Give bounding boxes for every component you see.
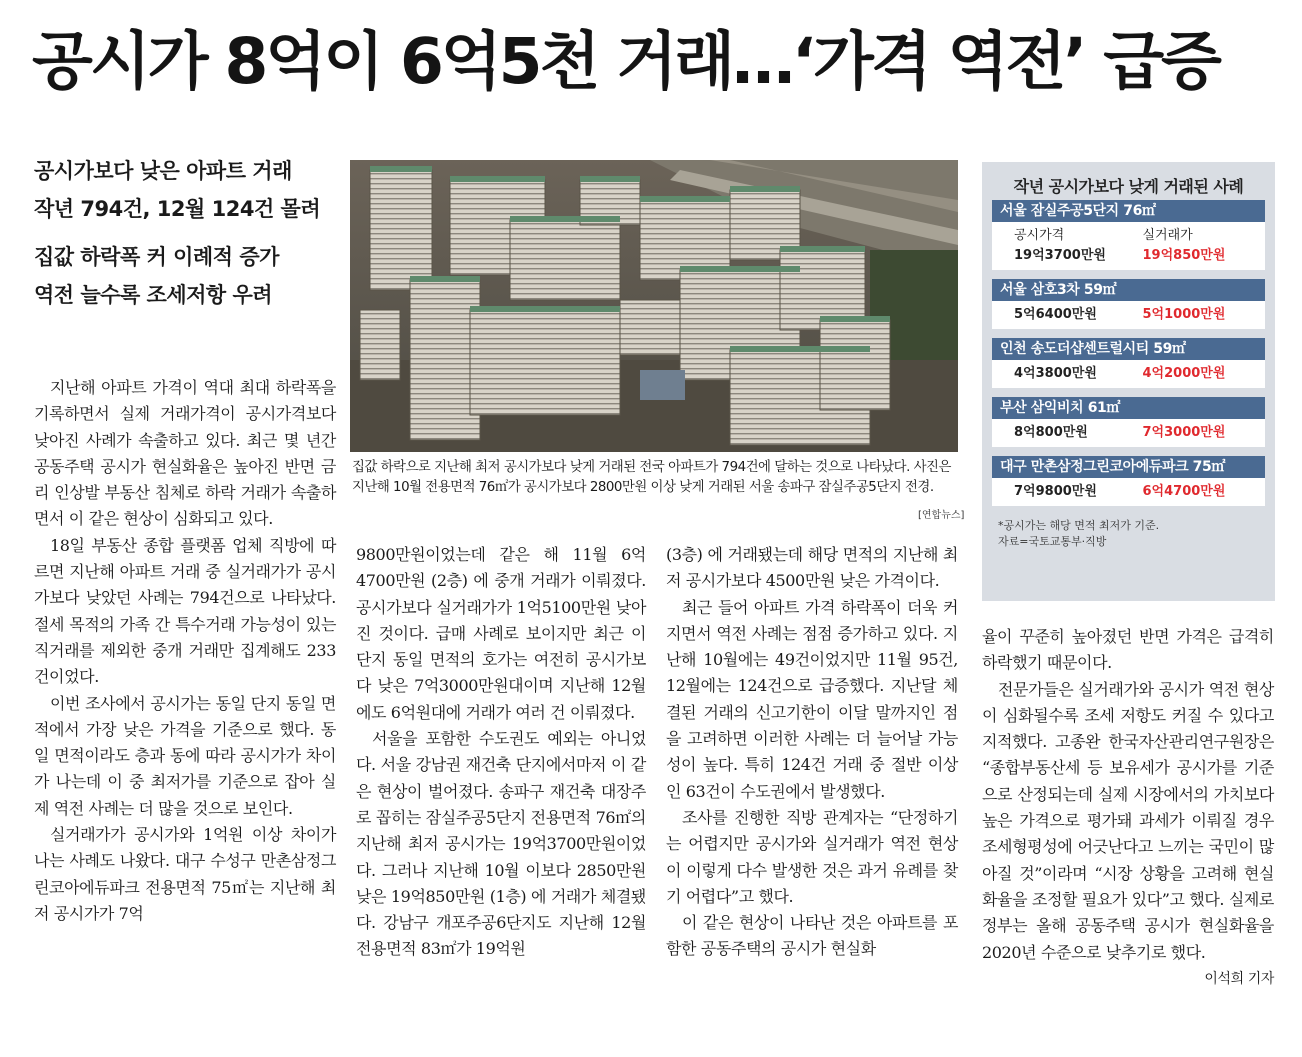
- paragraph: 이번 조사에서 공시가는 동일 단지 동일 면적에서 가장 낮은 가격을 기준으로 했다. 동일 면적이라도 층과 동에 따라 공시가가 차이가 나는데 이 중 최저가를 기준으로 잡아 실제 역전 사례는 더 많을 것으로 보인다.: [34, 693, 336, 818]
- subhead-line: 작년 794건, 12월 124건 몰려: [34, 197, 321, 221]
- case-name: 서울 삼호3차 59㎡: [992, 279, 1265, 301]
- actual-price: 6억4700만원: [1142, 484, 1226, 499]
- official-price-label: 공시가격: [1014, 228, 1065, 243]
- paragraph: 이 같은 현상이 나타난 것은 아파트를 포함한 공동주택의 공시가 현실화: [666, 913, 958, 959]
- case-name: 서울 잠실주공5단지 76㎡: [992, 200, 1265, 222]
- article-column-4: [982, 624, 1274, 992]
- infobox-source: 자료=국토교통부·직방: [998, 535, 1107, 548]
- infobox-note: *공시가는 해당 면적 최저가 기준.: [998, 519, 1160, 532]
- actual-price: 19억850만원: [1142, 248, 1226, 263]
- article-column-2: [356, 542, 646, 963]
- infobox-title: 작년 공시가보다 낮게 거래된 사례: [1013, 177, 1244, 196]
- paragraph: 서울을 포함한 수도권도 예외는 아니었다. 서울 강남권 재건축 단지에서마저 이 같은 현상이 벌어졌다. 송파구 재건축 대장주로 꼽히는 잠실주공5단지 전용면적 76㎡의 지난해 최저 공시가는 19억3700만원이었다. 그러나 지난해 10월 이보다 2850만원 낮은 19억850만원 (1층) 에 거래가 체결됐다. 강남구 개포주공6단지도 지난해 12월 전용면적 83㎡가 19억원: [356, 729, 646, 959]
- paragraph: (3층) 에 거래됐는데 해당 면적의 지난해 최저 공시가보다 4500만원 낮은 가격이다.: [666, 545, 958, 591]
- case-name: 부산 삼익비치 61㎡: [992, 397, 1265, 419]
- case-item: [992, 456, 1265, 506]
- subhead-line: 공시가보다 낮은 아파트 거래: [34, 159, 292, 183]
- paragraph: [982, 677, 1274, 987]
- byline: 이석희 기자: [1204, 970, 1274, 987]
- paragraph: 지난해 아파트 가격이 역대 최대 하락폭을 기록하면서 실제 거래가격이 공시가격보다 낮아진 사례가 속출하고 있다. 최근 몇 년간 공동주택 공시가 현실화율은 높아진 반면 금리 인상발 부동산 침체로 하락 거래가 속출하면서 이 같은 현상이 심화되고 있다.: [34, 378, 336, 529]
- paragraph: 율이 꾸준히 높아졌던 반면 가격은 급격히 하락했기 때문이다.: [982, 627, 1274, 673]
- official-price: 19억3700만원: [1014, 248, 1106, 263]
- subhead-line: 집값 하락폭 커 이례적 증가: [34, 245, 279, 269]
- article-column-3: [666, 542, 958, 963]
- official-price: 5억6400만원: [1014, 307, 1097, 322]
- actual-price: 5억1000만원: [1142, 307, 1226, 322]
- paragraph-text: 전문가들은 실거래가와 공시가 역전 현상이 심화될수록 조세 저항도 커질 수 있다고 지적했다. 고종완 한국자산관리연구원장은 “종합부동산세 등 보유세가 공시가를 기준으로 산정되는데 실제 시장에서의 가치보다 높은 가격으로 평가돼 과세가 이뤄질 경우 조세형평성에 어긋난다고 느끼는 국민이 많아질 것”이라며 “시장 상황을 고려해 현실화율을 조정할 필요가 있다”고 했다. 실제로 정부는 올해 공동주택 공시가 현실화율을 2020년 수준으로 낮추기로 했다.: [982, 679, 1274, 962]
- subheads: [34, 152, 334, 324]
- subhead-group-2: [34, 238, 334, 314]
- paragraph: 조사를 진행한 직방 관계자는 “단정하기는 어렵지만 공시가와 실거래가 역전 현상이 이렇게 다수 발생한 것은 과거 유례를 찾기 어렵다”고 했다.: [666, 807, 958, 906]
- case-name: 대구 만촌삼정그린코아에듀파크 75㎡: [992, 456, 1265, 478]
- paragraph: 9800만원이었는데 같은 해 11월 6억4700만원 (2층) 에 중개 거래가 이뤄졌다. 공시가보다 실거래가가 1억5100만원 낮아진 것이다. 급매 사례로 보이지만 최근 이 단지 동일 면적의 호가는 여전히 공시가보다 낮은 7억3000만원대이며 지난해 12월에도 6억원대에 거래가 여러 건 이뤄졌다.: [356, 545, 646, 722]
- paragraph: 18일 부동산 종합 플랫폼 업체 직방에 따르면 지난해 아파트 거래 중 실거래가가 공시가보다 낮았던 사례는 794건으로 나타났다. 절세 목적의 가족 간 특수거래 가능성이 있는 직거래를 제외한 중개 거래만 집계해도 233건이었다.: [34, 535, 336, 687]
- actual-price: 4억2000만원: [1142, 366, 1226, 381]
- case-item: [992, 397, 1265, 447]
- apartment-aerial-photo: [350, 160, 958, 452]
- case-item: [992, 279, 1265, 329]
- subhead-line: 역전 늘수록 조세저항 우려: [34, 283, 273, 307]
- case-item: [992, 200, 1265, 270]
- actual-price: 7억3000만원: [1142, 425, 1226, 440]
- photo-caption: 집값 하락으로 지난해 최저 공시가보다 낮게 거래된 전국 아파트가 794건에 달하는 것으로 나타났다. 사진은 지난해 10월 전용면적 76㎡가 공시가보다 2800만원 이상 낮게 거래된 서울 송파구 잠실주공5단지 전경.: [352, 460, 951, 495]
- official-price: 7억9800만원: [1014, 484, 1097, 499]
- official-price: 8억800만원: [1014, 425, 1088, 440]
- actual-price-label: 실거래가: [1142, 228, 1193, 243]
- paragraph: 최근 들어 아파트 가격 하락폭이 더욱 커지면서 역전 사례는 점점 증가하고 있다. 지난해 10월에는 49건이었지만 11월 95건, 12월에는 124건으로 급증했다. 지난달 체결된 거래의 신고기한이 이달 말까지인 점을 고려하면 이러한 사례는 더 늘어날 가능성이 높다. 특히 124건 거래 중 절반 이상인 63건이 수도권에서 발생했다.: [666, 597, 958, 801]
- case-name: 인천 송도더샵센트럴시티 59㎡: [992, 338, 1265, 360]
- paragraph: 실거래가가 공시가와 1억원 이상 차이가 나는 사례도 나왔다. 대구 수성구 만촌삼정그린코아에듀파크 전용면적 75㎡는 지난해 최저 공시가가 7억: [34, 825, 336, 923]
- subhead-group-1: [34, 152, 334, 228]
- case-item: [992, 338, 1265, 388]
- article-column-1: [34, 375, 336, 927]
- price-reversal-infobox: [982, 162, 1275, 601]
- photo-credit: [연합뉴스]: [918, 510, 965, 521]
- headline: 공시가 8억이 6억5천 거래…‘가격 역전’ 급증: [32, 25, 1219, 98]
- official-price: 4억3800만원: [1014, 366, 1097, 381]
